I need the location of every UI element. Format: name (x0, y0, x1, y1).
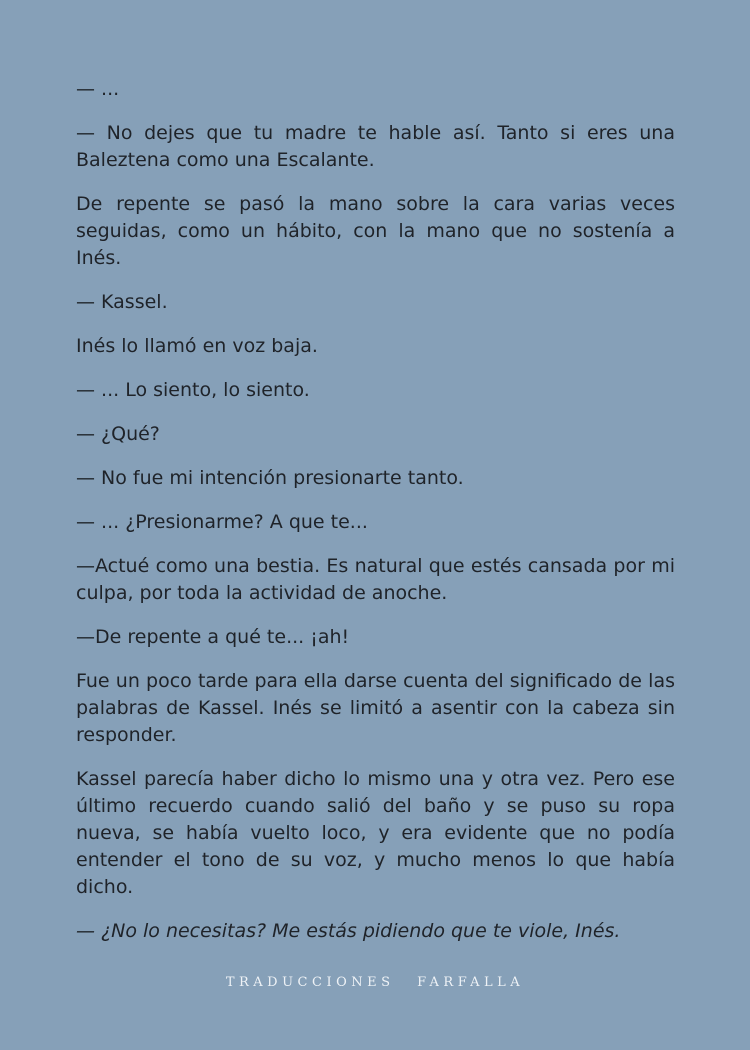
paragraph: Inés lo llamó en voz baja. (76, 335, 318, 357)
paragraph: —Actué como una bestia. Es natural que estés cansada por mi culpa, por toda la actividad de anoche. (76, 555, 675, 604)
paragraph: — ... ¿Presionarme? A que te... (76, 511, 368, 533)
paragraph: Fue un poco tarde para ella darse cuenta del significado de las palabras de Kassel. Inés se limitó a asentir con la cabeza sin responder. (76, 670, 675, 746)
paragraph: —De repente a qué te... ¡ah! (76, 626, 350, 648)
paragraph: — ¿Qué? (76, 423, 160, 445)
paragraph: — ... (76, 78, 120, 100)
document-body (76, 76, 675, 962)
paragraph: De repente se pasó la mano sobre la cara varias veces seguidas, como un hábito, con la mano que no sostenía a Inés. (76, 193, 675, 269)
paragraph: — Kassel. (76, 291, 168, 313)
paragraph-italic: — ¿No lo necesitas? Me estás pidiendo que te viole, Inés. (76, 920, 621, 942)
paragraph: — ... Lo siento, lo siento. (76, 379, 310, 401)
paragraph: — No fue mi intención presionarte tanto. (76, 467, 464, 489)
footer-credit: TRADUCCIONES FARFALLA (225, 975, 525, 990)
paragraph: — No dejes que tu madre te hable así. Tanto si eres una Baleztena como una Escalante. (76, 122, 675, 171)
paragraph: Kassel parecía haber dicho lo mismo una y otra vez. Pero ese último recuerdo cuando salió del baño y se puso su ropa nueva, se había vuelto loco, y era evidente que no podía entender el tono de su voz, y mucho menos lo que había dicho. (76, 768, 675, 898)
